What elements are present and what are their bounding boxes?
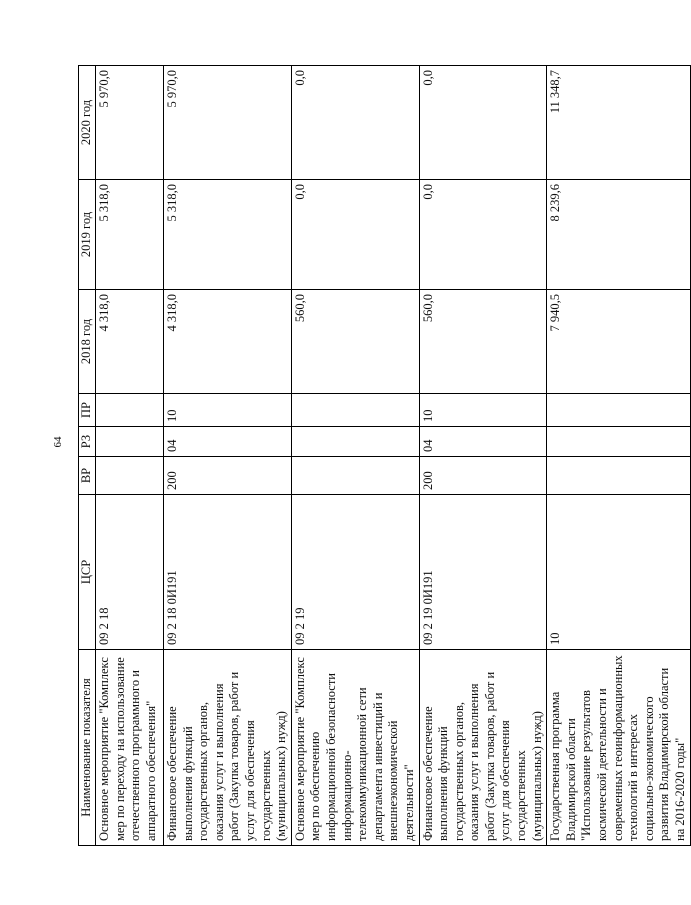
row-rz: 04 — [164, 427, 292, 457]
row-name: Государственная программа Владимирской области "Использование результатов космической деятельности и современных геоинформационных технологий в интересах социально-экономического развития Владимирской области на 2016-2020 годы" — [547, 650, 690, 846]
row-csr: 09 2 18 — [96, 495, 164, 650]
row-vr: 200 — [164, 457, 292, 495]
row-2018: 560,0 — [291, 290, 419, 394]
row-pr — [96, 394, 164, 427]
row-pr — [547, 394, 690, 427]
row-vr — [96, 457, 164, 495]
row-name: Основное мероприятие "Комплекс мер по обеспечению информационной безопасности информационно-телекоммуникационной сети департамента инвестиций и внешнеэкономической деятельности" — [291, 650, 419, 846]
row-2020: 5 970,0 — [164, 66, 292, 180]
header-2019: 2019 год — [79, 180, 96, 290]
row-2019: 5 318,0 — [96, 180, 164, 290]
header-name: Наименование показателя — [79, 650, 96, 846]
row-vr: 200 — [419, 457, 547, 495]
row-2020: 0,0 — [419, 66, 547, 180]
row-2020: 0,0 — [291, 66, 419, 180]
header-2018: 2018 год — [79, 290, 96, 394]
header-csr: ЦСР — [79, 495, 96, 650]
row-rz — [96, 427, 164, 457]
row-rz — [291, 427, 419, 457]
header-pr: ПР — [79, 394, 96, 427]
row-name: Финансовое обеспечение выполнения функций государственных органов, оказания услуг и выполнения работ (Закупка товаров, работ и услуг для обеспечения государственных (муниципальных) нужд) — [164, 650, 292, 846]
header-2020: 2020 год — [79, 66, 96, 180]
row-csr: 10 — [547, 495, 690, 650]
row-vr — [291, 457, 419, 495]
table-row — [547, 66, 690, 846]
header-vr: ВР — [79, 457, 96, 495]
row-pr: 10 — [164, 394, 292, 427]
row-2018: 7 940,5 — [547, 290, 690, 394]
row-vr — [547, 457, 690, 495]
row-2019: 0,0 — [419, 180, 547, 290]
row-2018: 560,0 — [419, 290, 547, 394]
row-2018: 4 318,0 — [164, 290, 292, 394]
row-2019: 5 318,0 — [164, 180, 292, 290]
header-rz: РЗ — [79, 427, 96, 457]
row-pr — [291, 394, 419, 427]
row-csr: 09 2 18 0И191 — [164, 495, 292, 650]
table-row — [419, 66, 547, 846]
row-2020: 5 970,0 — [96, 66, 164, 180]
row-rz — [547, 427, 690, 457]
row-2019: 8 239,6 — [547, 180, 690, 290]
row-csr: 09 2 19 0И191 — [419, 495, 547, 650]
header-row — [79, 66, 96, 846]
row-2018: 4 318,0 — [96, 290, 164, 394]
table-row — [96, 66, 164, 846]
budget-table — [78, 65, 691, 846]
row-rz: 04 — [419, 427, 547, 457]
page-number: 64 — [52, 436, 64, 448]
row-2020: 11 348,7 — [547, 66, 690, 180]
row-pr: 10 — [419, 394, 547, 427]
row-csr: 09 2 19 — [291, 495, 419, 650]
table-row — [291, 66, 419, 846]
row-name: Основное мероприятие "Комплекс мер по переходу на использование отечественного программного и аппаратного обеспечения" — [96, 650, 164, 846]
row-2019: 0,0 — [291, 180, 419, 290]
rotated-table-container — [78, 66, 687, 846]
row-name: Финансовое обеспечение выполнения функций государственных органов, оказания услуг и выполнения работ (Закупка товаров, работ и услуг для обеспечения государственных (муниципальных) нужд) — [419, 650, 547, 846]
table-row — [164, 66, 292, 846]
